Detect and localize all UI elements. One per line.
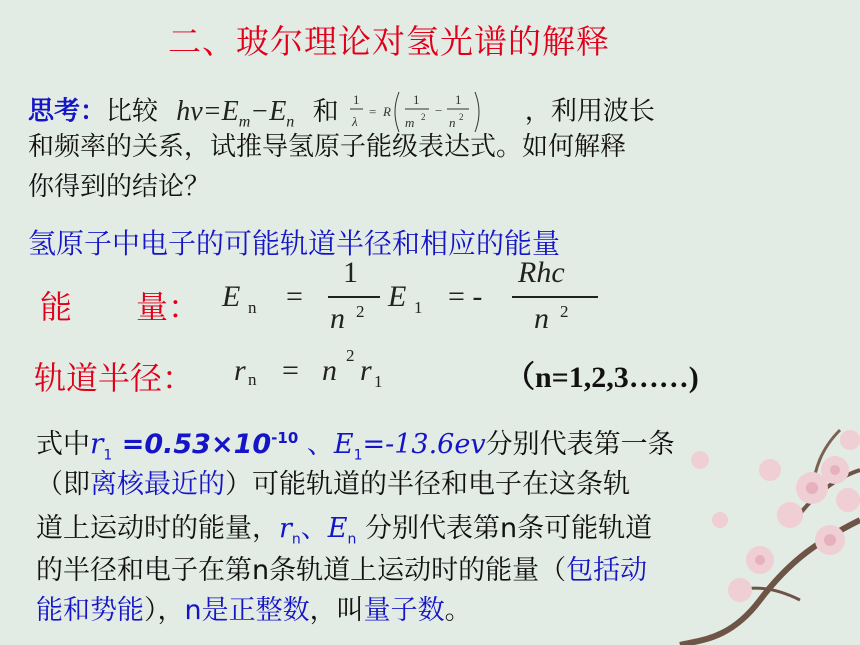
- think-line-3: 你得到的结论？: [28, 172, 211, 202]
- orbit-rhs-exp: 2: [346, 346, 355, 365]
- n-range: （n=1,2,3……): [505, 361, 699, 394]
- rn-symbol: r: [279, 513, 292, 544]
- energy-den1: n: [330, 302, 345, 335]
- page-title: 二、玻尔理论对氢光谱的解释: [168, 22, 610, 61]
- paragraph-line-2: [36, 462, 630, 501]
- energy-den1-exp: 2: [356, 302, 365, 321]
- para-text: 分别代表第n条可能轨道: [356, 513, 653, 544]
- paragraph-line-1: [36, 422, 675, 463]
- kinetic-potential-text: 包括动: [566, 555, 648, 586]
- energy-label: 能 量：: [40, 288, 201, 326]
- paragraph-line-4: [36, 548, 647, 587]
- svg-text:1: 1: [454, 92, 462, 107]
- r1-value: =0.53×10: [112, 429, 272, 460]
- energy-lhs: E: [222, 280, 241, 313]
- r1-symbol: r: [90, 427, 104, 460]
- para-text: 。: [444, 595, 472, 626]
- paragraph-line-5: [36, 588, 472, 627]
- para-text: ，叫: [309, 595, 364, 626]
- para-text: 道上运动时的能量，: [36, 513, 279, 544]
- para-text: ）可能轨道的半径和电子在这条轨: [225, 469, 630, 500]
- e1-symbol: E: [333, 429, 354, 460]
- r1-exponent: -10: [271, 429, 299, 447]
- svg-text:2: 2: [458, 112, 464, 122]
- energy-num1: 1: [343, 256, 358, 289]
- paragraph-line-3: [36, 506, 652, 547]
- think-label: 思考：: [28, 96, 107, 127]
- para-separator: 、: [300, 513, 328, 544]
- para-text: 的半径和电子在第n条轨道上运动时的能量（: [36, 555, 567, 586]
- energy-e1-sub: 1: [414, 298, 423, 317]
- energy-minus: = -: [448, 280, 483, 313]
- orbit-eq: =: [282, 354, 299, 387]
- orbit-lhs: r: [234, 354, 246, 387]
- en-symbol: E: [327, 513, 348, 544]
- svg-text:1: 1: [352, 92, 360, 107]
- subheading: 氢原子中电子的可能轨道半径和相应的能量: [28, 227, 561, 260]
- energy-den2-exp: 2: [560, 302, 569, 321]
- energy-num2: Rhc: [518, 256, 565, 289]
- quantum-number-text: 量子数: [363, 595, 445, 626]
- positive-integer-text: n是正整数: [184, 595, 310, 626]
- think-line-2: 和频率的关系，试推导氢原子能级表达式。如何解释: [28, 132, 627, 162]
- and-text: 和: [312, 96, 339, 127]
- orbit-label: 轨道半径：: [34, 359, 195, 397]
- svg-text:m: m: [404, 115, 415, 130]
- svg-text:n: n: [448, 115, 456, 130]
- para-separator: 、: [298, 429, 334, 460]
- energy-formula: [220, 256, 620, 342]
- orbit-rhs-r: r: [360, 354, 372, 387]
- compare-text: 比较: [106, 96, 159, 127]
- para-text: ），: [144, 595, 185, 626]
- energy-den2: n: [534, 302, 549, 335]
- nearest-nucleus-text: 离核最近的: [90, 469, 225, 500]
- kinetic-potential-text-2: 能和势能: [36, 595, 144, 626]
- energy-lhs-sub: n: [248, 298, 257, 317]
- e1-value: =-13.6ev: [362, 429, 486, 460]
- bohr-frequency-formula: $h\nu=E_m-E_n$: [176, 95, 295, 131]
- orbit-rhs-n: n: [322, 354, 337, 387]
- svg-text:−: −: [434, 103, 443, 118]
- para-text: （即: [36, 469, 90, 500]
- orbit-lhs-sub: n: [248, 370, 257, 389]
- rn-sub: n: [291, 531, 301, 548]
- svg-text:R: R: [382, 104, 391, 119]
- orbit-formula: [232, 344, 432, 400]
- orbit-rhs-sub: 1: [374, 372, 383, 391]
- svg-text:2: 2: [420, 112, 426, 122]
- think-after-text: ，利用波长: [524, 96, 655, 127]
- para-text: 式中: [36, 429, 90, 460]
- para-text: 分别代表第一条: [485, 429, 675, 460]
- energy-eq: =: [286, 280, 303, 313]
- svg-text:1: 1: [412, 92, 420, 107]
- energy-e1: E: [388, 280, 407, 313]
- r1-sub: 1: [103, 447, 113, 464]
- svg-text:=: =: [368, 104, 377, 119]
- fraction-bar-2: [512, 296, 598, 298]
- fraction-bar-1: [328, 296, 380, 298]
- svg-text:λ: λ: [351, 114, 358, 129]
- e1-sub: 1: [353, 447, 363, 464]
- en-sub: n: [347, 531, 357, 548]
